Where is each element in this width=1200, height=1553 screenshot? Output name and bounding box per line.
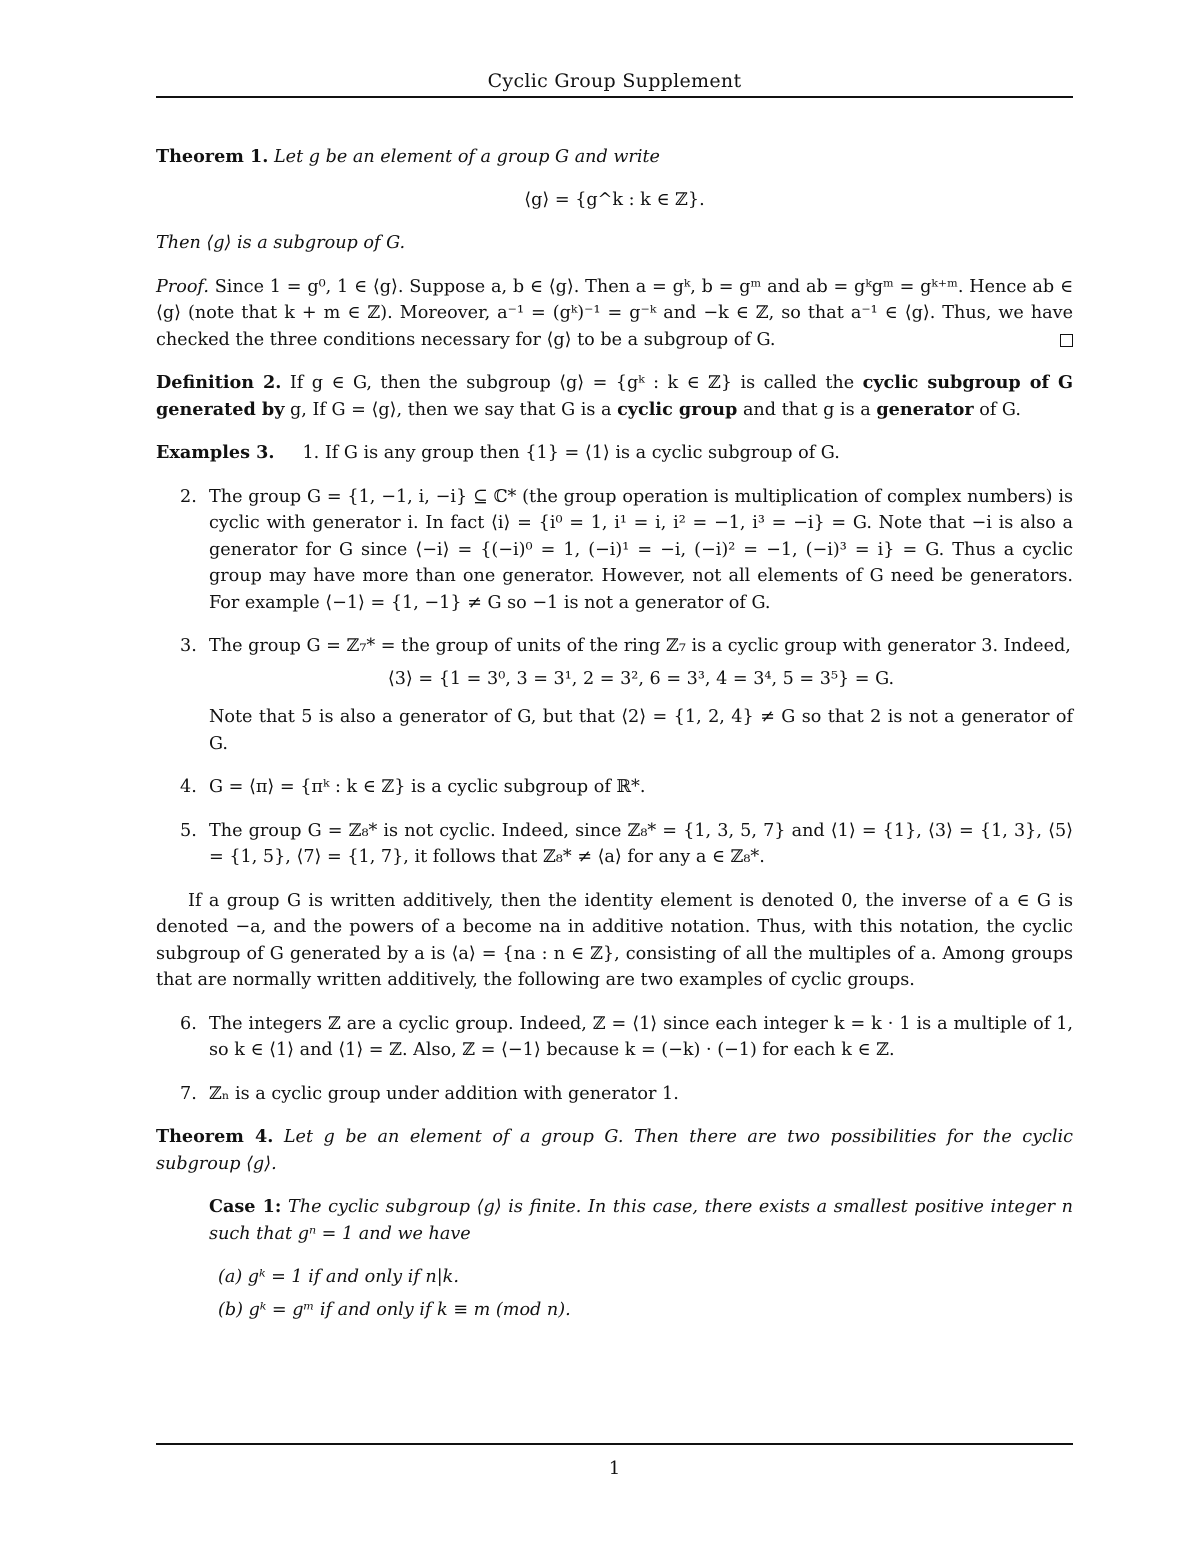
example-3-note: Note that 5 is also a generator of G, but that ⟨2⟩ = {1, 2, 4} ≠ G so that 2 is not a generator of G.: [209, 707, 1073, 754]
qed-box-icon: [1060, 334, 1073, 347]
example-item-4: [156, 774, 1073, 801]
example-number: 6.: [180, 1013, 197, 1034]
additive-notation-paragraph: If a group G is written additively, then the identity element is denoted 0, the inverse of a ∈ G is denoted −a, and the powers of a become na in additive notation. Thus, with this notation, the cyclic subgroup of G generated by a is ⟨a⟩ = {na : n ∈ ℤ}, consisting of all the multiples of a. Among groups that are normally written additively, the following are two examples of cyclic groups.: [156, 890, 1073, 990]
running-header: Cyclic Group Supplement: [487, 70, 742, 92]
main-content: [156, 144, 1073, 1329]
case-1-sublist: [156, 1264, 1073, 1323]
proof-1: [156, 274, 1073, 354]
example-number: 5.: [180, 820, 197, 841]
definition-2-term-generator: generator: [876, 398, 974, 420]
case-1-item-b: (b) gᵏ = gᵐ if and only if k ≡ m (mod n).: [218, 1299, 571, 1320]
examples-3-heading: [156, 440, 1073, 467]
footer-rule: [156, 1443, 1073, 1445]
example-number: 3.: [180, 636, 197, 656]
example-item-1: 1. If G is any group then {1} = ⟨1⟩ is a cyclic subgroup of G.: [302, 443, 840, 463]
example-item-2: [156, 484, 1073, 617]
theorem-1-text: Let g be an element of a group G and write: [273, 147, 660, 167]
definition-2-label: Definition 2.: [156, 372, 282, 393]
definition-2-term-cyclic-group: cyclic group: [617, 398, 738, 420]
example-text: ℤₙ is a cyclic group under addition with generator 1.: [209, 1083, 679, 1104]
header-rule: [156, 96, 1073, 98]
case-1-label: Case 1:: [209, 1196, 282, 1217]
example-item-6: [156, 1011, 1073, 1064]
definition-2-term-cyclic-subgroup: cyclic subgroup of G generated by: [156, 372, 1074, 420]
theorem-1-label: Theorem 1.: [156, 146, 269, 167]
theorem-1-equation: ⟨g⟩ = {g^k : k ∈ ℤ}.: [524, 189, 705, 210]
definition-2: [156, 370, 1073, 423]
case-1-item-a: (a) gᵏ = 1 if and only if n|k.: [218, 1267, 459, 1287]
definition-2-text-a: If g ∈ G, then the subgroup ⟨g⟩ = {gᵏ : k ∈ ℤ} is called the: [289, 373, 855, 393]
example-text: The group G = {1, −1, i, −i} ⊆ ℂ* (the group operation is multiplication of complex numbers) is cyclic with generator i. In fact ⟨i⟩ = {i⁰ = 1, i¹ = i, i² = −1, i³ = −i} = G. Note that −i is also a generator for G since ⟨−i⟩ = {(−i)⁰ = 1, (−i)¹ = −i, (−i)² = −1, (−i)³ = i} = G. Thus a cyclic group may have more than one generator. However, not all elements of G need be generators. For example ⟨−1⟩ = {1, −1} ≠ G so −1 is not a generator of G.: [209, 486, 1073, 613]
theorem-4-case-1: [156, 1194, 1073, 1247]
examples-3-label: Examples 3.: [156, 442, 275, 463]
page-number: 1: [608, 1458, 621, 1479]
examples-list: [156, 484, 1073, 871]
theorem-1-conclusion: Then ⟨g⟩ is a subgroup of G.: [156, 233, 406, 253]
theorem-4-label: Theorem 4.: [156, 1126, 274, 1147]
definition-2-text-d: of G.: [979, 399, 1021, 420]
theorem-4-text: Let g be an element of a group G. Then there are two possibilities for the cyclic subgroup ⟨g⟩.: [156, 1127, 1074, 1174]
example-item-5: [156, 818, 1073, 871]
example-item-3: [156, 633, 1073, 757]
example-item-7: [156, 1081, 1073, 1108]
example-number: 7.: [180, 1083, 197, 1104]
example-text: G = ⟨π⟩ = {πᵏ : k ∈ ℤ} is a cyclic subgroup of ℝ*.: [209, 777, 646, 797]
example-number: 4.: [180, 777, 197, 797]
case-1-text: The cyclic subgroup ⟨g⟩ is finite. In this case, there exists a smallest positive integer n such that gⁿ = 1 and we have: [209, 1197, 1073, 1244]
example-text: The group G = ℤ₈* is not cyclic. Indeed, since ℤ₈* = {1, 3, 5, 7} and ⟨1⟩ = {1}, ⟨3⟩ = {1, 3}, ⟨5⟩ = {1, 5}, ⟨7⟩ = {1, 7}, it follows that ℤ₈* ≠ ⟨a⟩ for any a ∈ ℤ₈*.: [209, 820, 1073, 867]
additive-examples-list: [156, 1011, 1073, 1108]
definition-2-text-c: and that g is a: [742, 399, 871, 420]
example-number: 2.: [180, 486, 197, 507]
example-text: The integers ℤ are a cyclic group. Indeed, ℤ = ⟨1⟩ since each integer k = k · 1 is a multiple of 1, so k ∈ ⟨1⟩ and ⟨1⟩ = ℤ. Also, ℤ = ⟨−1⟩ because k = (−k) · (−1) for each k ∈ ℤ.: [209, 1013, 1073, 1060]
definition-2-text-b: g, If G = ⟨g⟩, then we say that G is a: [290, 399, 612, 420]
theorem-1-statement: [156, 144, 1073, 171]
document-page: [156, 0, 1073, 1553]
example-3-equation: ⟨3⟩ = {1 = 3⁰, 3 = 3¹, 2 = 3², 6 = 3³, 4 = 3⁴, 5 = 3⁵} = G.: [387, 668, 895, 689]
proof-text: Since 1 = g⁰, 1 ∈ ⟨g⟩. Suppose a, b ∈ ⟨g⟩. Then a = gᵏ, b = gᵐ and ab = gᵏgᵐ = gᵏ⁺ᵐ. Hence ab ∈ ⟨g⟩ (note that k + m ∈ ℤ). Moreover, a⁻¹ = (gᵏ)⁻¹ = g⁻ᵏ and −k ∈ ℤ, so that a⁻¹ ∈ ⟨g⟩. Thus, we have checked the three conditions necessary for ⟨g⟩ to be a subgroup of G.: [156, 276, 1073, 350]
theorem-4-statement: [156, 1124, 1073, 1177]
proof-label: Proof.: [156, 276, 209, 297]
example-text: The group G = ℤ₇* = the group of units of the ring ℤ₇ is a cyclic group with generator 3. Indeed,: [209, 636, 1071, 656]
